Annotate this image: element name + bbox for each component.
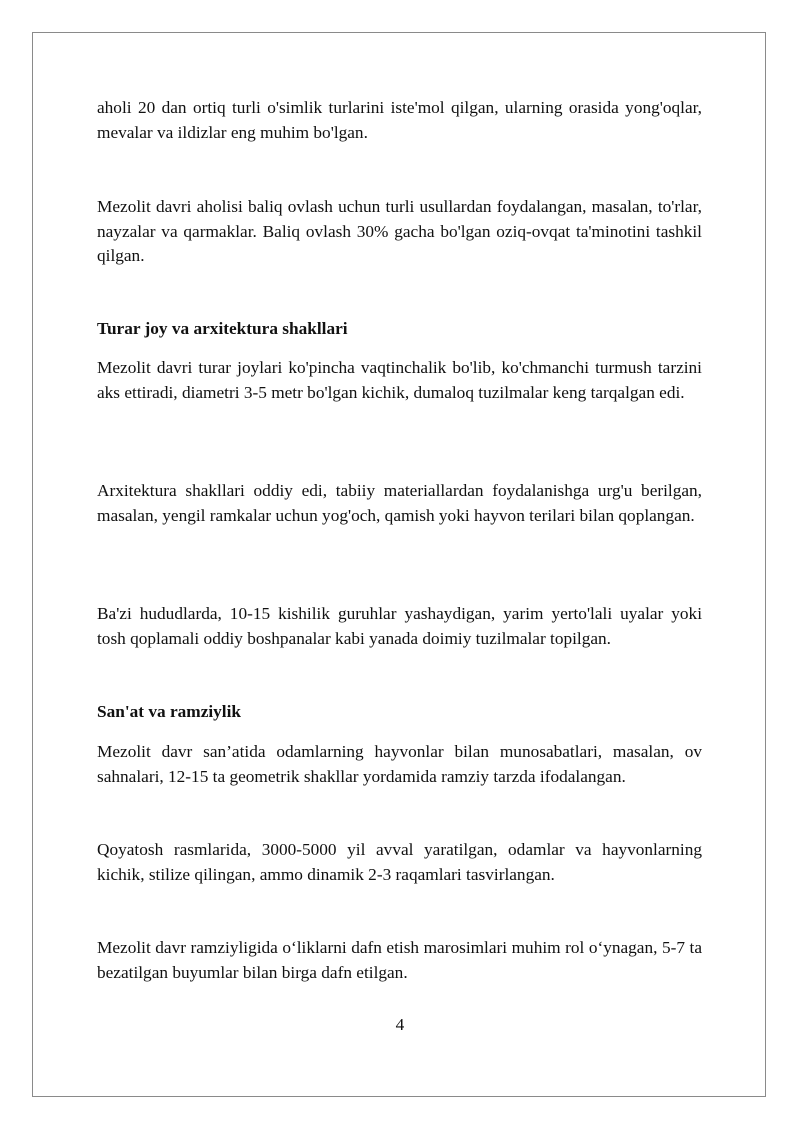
- paragraph-dwellings: Mezolit davri turar joylari ko'pincha vaqtinchalik bo'lib, ko'chmanchi turmush tarzini aks ettiradi, diametri 3-5 metr bo'lgan kichik, dumaloq tuzilmalar keng tarqalgan edi.: [97, 358, 702, 402]
- page-number: 4: [395, 1015, 405, 1034]
- paragraph-art: Mezolit davr san’atida odamlarning hayvonlar bilan munosabatlari, masalan, ov sahnalari, 12-15 ta geometrik shakllar yordamida ramziy tarzda ifodalangan.: [97, 742, 702, 786]
- paragraph-permanent-structures: Ba'zi hududlarda, 10-15 kishilik guruhlar yashaydigan, yarim yerto'lali uyalar yoki tosh qoplamali oddiy boshpanalar kabi yanada doimiy tuzilmalar topilgan.: [97, 604, 702, 648]
- paragraph-fishing: Mezolit davri aholisi baliq ovlash uchun turli usullardan foydalangan, masalan, to'rlar, nayzalar va qarmaklar. Baliq ovlash 30% gacha bo'lgan oziq-ovqat ta'minotini tashkil qilgan.: [97, 197, 702, 265]
- section-heading-dwellings: Turar joy va arxitektura shakllari: [97, 319, 348, 338]
- paragraph-rock-paintings: Qoyatosh rasmlarida, 3000-5000 yil avval yaratilgan, odamlar va hayvonlarning kichik, stilize qilingan, ammo dinamik 2-3 raqamlari tasvirlangan.: [97, 840, 702, 884]
- paragraph-burial: Mezolit davr ramziyligida o‘liklarni dafn etish marosimlari muhim rol o‘ynagan, 5-7 ta bezatilgan buyumlar bilan birga dafn etilgan.: [97, 938, 702, 982]
- paragraph-architecture: Arxitektura shakllari oddiy edi, tabiiy materiallardan foydalanishga urg'u berilgan, masalan, yengil ramkalar uchun yog'och, qamish yoki hayvon terilari bilan qoplangan.: [97, 481, 702, 525]
- section-heading-art: San'at va ramziylik: [97, 702, 242, 721]
- paragraph-food-plants: aholi 20 dan ortiq turli o'simlik turlarini iste'mol qilgan, ularning orasida yong'oqlar, mevalar va ildizlar eng muhim bo'lgan.: [97, 98, 702, 142]
